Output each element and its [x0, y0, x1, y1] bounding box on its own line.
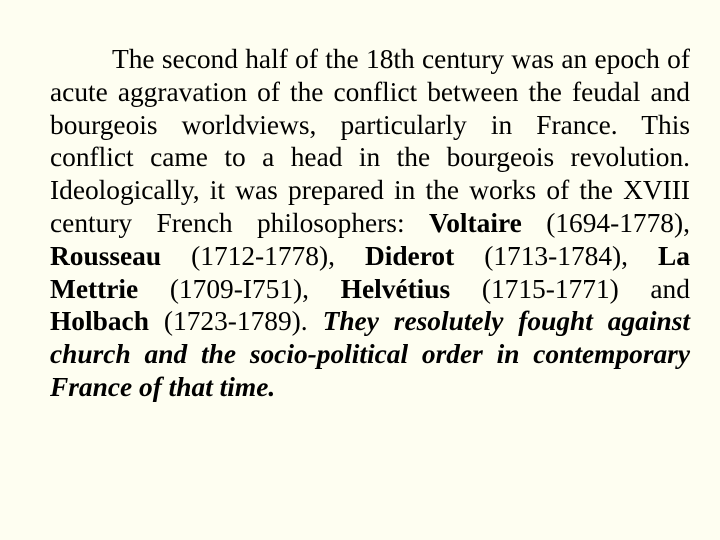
- philosopher-name: Voltaire: [428, 207, 522, 238]
- slide-body: [50, 43, 690, 404]
- philosopher-years: (1712-1778),: [191, 240, 335, 271]
- conjunction-text: and: [650, 273, 690, 304]
- philosopher-years: (1694-1778),: [546, 207, 690, 238]
- philosopher-name: Holbach: [50, 306, 149, 337]
- philosopher-name: Diderot: [364, 240, 455, 271]
- conclusion-text: They resolutely fought against church and the socio-political order in contemporary France of that time.: [50, 306, 690, 402]
- philosopher-name: Helvétius: [340, 273, 451, 304]
- main-paragraph: [50, 43, 690, 404]
- philosopher-name: Rousseau: [50, 240, 162, 271]
- philosopher-name: La Mettrie: [50, 240, 690, 304]
- philosopher-years: (1723-1789).: [163, 306, 308, 337]
- philosopher-years: (1715-1771): [481, 273, 619, 304]
- intro-text: The second half of the 18th century was an epoch of acute aggravation of the conflict between the feudal and bourgeois worldviews, particularly in France. This conflict came to a head in the bourgeois revolution. Ideologically, it was prepared in the works of the XVIII century French philosophers:: [50, 44, 690, 238]
- philosopher-years: (1709-I751),: [169, 273, 310, 304]
- philosopher-years: (1713-1784),: [484, 240, 628, 271]
